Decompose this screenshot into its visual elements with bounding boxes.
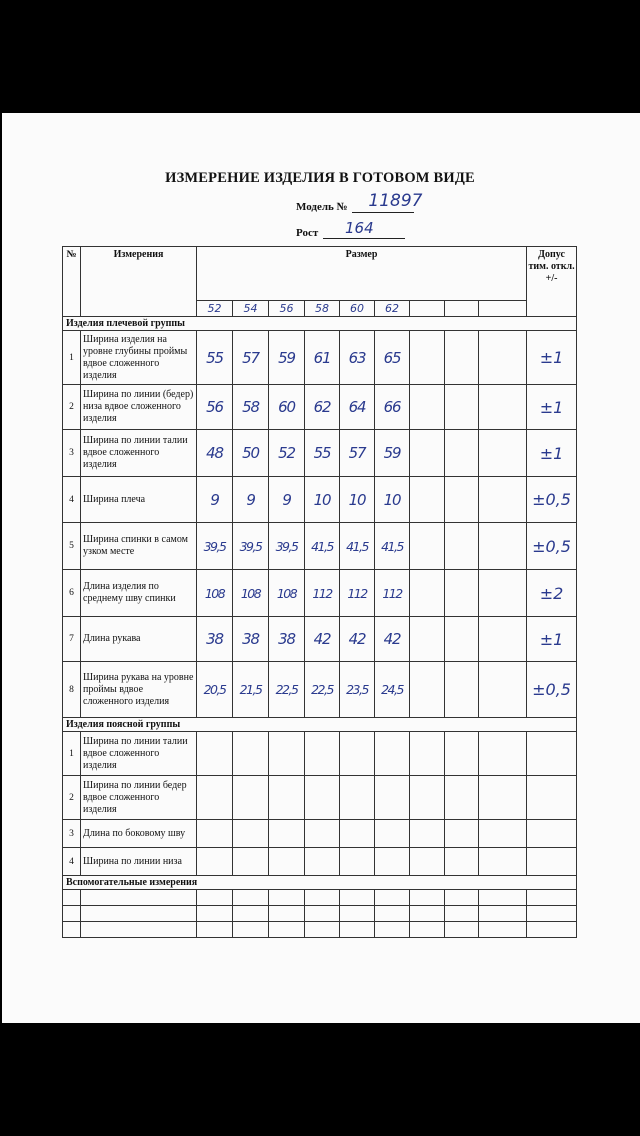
- empty-cell: [375, 890, 410, 906]
- value-cell: 63: [340, 331, 375, 385]
- header-number: №: [63, 247, 81, 317]
- empty-cell: [269, 776, 305, 820]
- empty-cell: [63, 906, 81, 922]
- value-cell: 9: [233, 477, 269, 523]
- empty-cell: [233, 820, 269, 848]
- empty-cell: [375, 906, 410, 922]
- empty-cell: [375, 848, 410, 876]
- empty-cell: [375, 922, 410, 938]
- table-row: [63, 906, 577, 922]
- value-cell: 60: [269, 385, 305, 430]
- empty-cell: [479, 776, 527, 820]
- tolerance-cell: ±1: [527, 430, 577, 477]
- value-cell: 65: [375, 331, 410, 385]
- size-cell: 56: [269, 301, 305, 317]
- value-cell: 52: [269, 430, 305, 477]
- height-value: 164: [344, 219, 374, 237]
- empty-cell: [410, 776, 445, 820]
- empty-cell: [63, 890, 81, 906]
- empty-cell: [305, 776, 340, 820]
- empty-cell: [410, 385, 445, 430]
- empty-cell: [375, 776, 410, 820]
- value-cell: 10: [305, 477, 340, 523]
- row-number: 5: [63, 523, 81, 570]
- empty-cell: [445, 922, 479, 938]
- row-number: 2: [63, 385, 81, 430]
- row-name: Ширина плеча: [81, 477, 197, 523]
- empty-cell: [445, 617, 479, 662]
- value-cell: 55: [305, 430, 340, 477]
- empty-cell: [410, 922, 445, 938]
- tolerance-cell: ±2: [527, 570, 577, 617]
- empty-cell: [445, 776, 479, 820]
- empty-cell: [305, 732, 340, 776]
- row-name: Ширина по линии низа: [81, 848, 197, 876]
- empty-cell: [479, 906, 527, 922]
- empty-cell: [81, 922, 197, 938]
- height-underline: [323, 219, 405, 239]
- empty-cell: [305, 820, 340, 848]
- empty-cell: [340, 820, 375, 848]
- row-number: 8: [63, 662, 81, 718]
- table-row: [63, 523, 577, 570]
- value-cell: 41,5: [375, 523, 410, 570]
- empty-cell: [375, 820, 410, 848]
- empty-cell: [233, 922, 269, 938]
- header-measurements: Измерения: [81, 247, 197, 317]
- value-cell: 10: [340, 477, 375, 523]
- empty-cell: [410, 477, 445, 523]
- empty-cell: [197, 732, 233, 776]
- empty-cell: [305, 890, 340, 906]
- header-tolerance: Допус тим. откл. +/-: [527, 247, 577, 317]
- row-number: 7: [63, 617, 81, 662]
- value-cell: 57: [340, 430, 375, 477]
- empty-cell: [269, 922, 305, 938]
- empty-cell: [479, 732, 527, 776]
- empty-cell: [445, 523, 479, 570]
- value-cell: 59: [375, 430, 410, 477]
- empty-cell: [233, 732, 269, 776]
- row-name: Ширина по линии бедер вдвое сложенного изделия: [81, 776, 197, 820]
- value-cell: 38: [269, 617, 305, 662]
- empty-cell: [269, 820, 305, 848]
- empty-cell: [340, 776, 375, 820]
- model-number: 11897: [368, 191, 423, 211]
- empty-cell: [197, 820, 233, 848]
- empty-cell: [479, 385, 527, 430]
- value-cell: 9: [197, 477, 233, 523]
- empty-cell: [410, 848, 445, 876]
- size-cell: 60: [340, 301, 375, 317]
- value-cell: 48: [197, 430, 233, 477]
- value-cell: 66: [375, 385, 410, 430]
- measurement-table: [62, 246, 577, 938]
- empty-cell: [81, 890, 197, 906]
- empty-cell: [410, 662, 445, 718]
- empty-cell: [410, 906, 445, 922]
- table-row: [63, 385, 577, 430]
- empty-cell: [527, 890, 577, 906]
- row-number: 4: [63, 477, 81, 523]
- empty-cell: [479, 662, 527, 718]
- empty-cell: [340, 922, 375, 938]
- value-cell: 56: [197, 385, 233, 430]
- value-cell: 58: [233, 385, 269, 430]
- row-number: 3: [63, 820, 81, 848]
- row-number: 1: [63, 732, 81, 776]
- value-cell: 24,5: [375, 662, 410, 718]
- row-name: Ширина по линии (бедер) низа вдвое сложенного изделия: [81, 385, 197, 430]
- value-cell: 23,5: [340, 662, 375, 718]
- empty-cell: [340, 906, 375, 922]
- model-line: [296, 191, 423, 213]
- value-cell: 108: [233, 570, 269, 617]
- empty-cell: [479, 820, 527, 848]
- value-cell: 112: [340, 570, 375, 617]
- empty-cell: [410, 732, 445, 776]
- value-cell: 42: [375, 617, 410, 662]
- value-cell: 41,5: [340, 523, 375, 570]
- value-cell: 42: [340, 617, 375, 662]
- document-title: ИЗМЕРЕНИЕ ИЗДЕЛИЯ В ГОТОВОМ ВИДЕ: [165, 170, 475, 186]
- empty-cell: [445, 477, 479, 523]
- empty-cell: [445, 820, 479, 848]
- empty-cell: [340, 848, 375, 876]
- tolerance-cell: ±0,5: [527, 477, 577, 523]
- empty-cell: [269, 890, 305, 906]
- value-cell: 10: [375, 477, 410, 523]
- empty-cell: [233, 906, 269, 922]
- empty-cell: [340, 890, 375, 906]
- empty-cell: [527, 848, 577, 876]
- empty-cell: [479, 570, 527, 617]
- empty-cell: [445, 430, 479, 477]
- empty-cell: [445, 732, 479, 776]
- value-cell: 108: [269, 570, 305, 617]
- row-name: Ширина по линии талии вдвое сложенного изделия: [81, 732, 197, 776]
- empty-cell: [479, 477, 527, 523]
- table-row: [63, 570, 577, 617]
- empty-cell: [410, 570, 445, 617]
- empty-cell: [445, 890, 479, 906]
- table-row: [63, 922, 577, 938]
- row-name: Ширина спинки в самом узком месте: [81, 523, 197, 570]
- model-label: Модель №: [296, 201, 348, 213]
- empty-cell: [410, 820, 445, 848]
- empty-cell: [527, 732, 577, 776]
- empty-cell: [445, 301, 479, 317]
- empty-cell: [479, 922, 527, 938]
- empty-cell: [445, 662, 479, 718]
- value-cell: 62: [305, 385, 340, 430]
- empty-cell: [479, 301, 527, 317]
- row-number: 6: [63, 570, 81, 617]
- empty-cell: [269, 848, 305, 876]
- model-underline: [352, 191, 423, 213]
- empty-cell: [269, 906, 305, 922]
- row-name: Длина рукава: [81, 617, 197, 662]
- empty-cell: [410, 301, 445, 317]
- empty-cell: [233, 848, 269, 876]
- empty-cell: [197, 890, 233, 906]
- row-number: 4: [63, 848, 81, 876]
- value-cell: 55: [197, 331, 233, 385]
- row-number: 1: [63, 331, 81, 385]
- empty-cell: [479, 617, 527, 662]
- tolerance-cell: ±1: [527, 331, 577, 385]
- empty-cell: [527, 922, 577, 938]
- value-cell: 9: [269, 477, 305, 523]
- table-row: [63, 848, 577, 876]
- row-name: Ширина рукава на уровне проймы вдвое сложенного изделия: [81, 662, 197, 718]
- empty-cell: [305, 848, 340, 876]
- value-cell: 22,5: [269, 662, 305, 718]
- row-number: 3: [63, 430, 81, 477]
- value-cell: 57: [233, 331, 269, 385]
- size-cell: 58: [305, 301, 340, 317]
- empty-cell: [445, 570, 479, 617]
- value-cell: 39,5: [269, 523, 305, 570]
- value-cell: 21,5: [233, 662, 269, 718]
- empty-cell: [197, 906, 233, 922]
- value-cell: 64: [340, 385, 375, 430]
- empty-cell: [197, 776, 233, 820]
- empty-cell: [527, 906, 577, 922]
- empty-cell: [410, 331, 445, 385]
- table-row: [63, 331, 577, 385]
- table-row: [63, 477, 577, 523]
- empty-cell: [479, 890, 527, 906]
- value-cell: 61: [305, 331, 340, 385]
- size-cell: 62: [375, 301, 410, 317]
- empty-cell: [197, 848, 233, 876]
- empty-cell: [410, 890, 445, 906]
- section-title-shoulder: Изделия плечевой группы: [63, 317, 577, 331]
- empty-cell: [305, 922, 340, 938]
- value-cell: 59: [269, 331, 305, 385]
- row-name: Длина изделия по среднему шву спинки: [81, 570, 197, 617]
- row-name: Ширина по линии талии вдвое сложенного изделия: [81, 430, 197, 477]
- empty-cell: [527, 820, 577, 848]
- empty-cell: [197, 922, 233, 938]
- empty-cell: [527, 776, 577, 820]
- empty-cell: [445, 331, 479, 385]
- table-row: [63, 776, 577, 820]
- value-cell: 39,5: [197, 523, 233, 570]
- section-title-waist: Изделия поясной группы: [63, 718, 577, 732]
- empty-cell: [445, 906, 479, 922]
- empty-cell: [410, 523, 445, 570]
- value-cell: 50: [233, 430, 269, 477]
- empty-cell: [63, 922, 81, 938]
- empty-cell: [479, 430, 527, 477]
- empty-cell: [233, 776, 269, 820]
- size-cell: 52: [197, 301, 233, 317]
- table-row: [63, 820, 577, 848]
- tolerance-cell: ±0,5: [527, 523, 577, 570]
- header-size: Размер: [197, 247, 527, 301]
- empty-cell: [445, 385, 479, 430]
- tolerance-cell: ±0,5: [527, 662, 577, 718]
- value-cell: 39,5: [233, 523, 269, 570]
- height-label: Рост: [296, 227, 319, 239]
- value-cell: 42: [305, 617, 340, 662]
- value-cell: 22,5: [305, 662, 340, 718]
- empty-cell: [233, 890, 269, 906]
- row-name: Длина по боковому шву: [81, 820, 197, 848]
- table-row: [63, 617, 577, 662]
- table-row: [63, 890, 577, 906]
- value-cell: 112: [305, 570, 340, 617]
- table-row: [63, 732, 577, 776]
- value-cell: 108: [197, 570, 233, 617]
- tolerance-cell: ±1: [527, 385, 577, 430]
- empty-cell: [445, 848, 479, 876]
- size-cell: 54: [233, 301, 269, 317]
- empty-cell: [305, 906, 340, 922]
- height-line: [296, 219, 405, 239]
- value-cell: 112: [375, 570, 410, 617]
- empty-cell: [375, 732, 410, 776]
- empty-cell: [410, 430, 445, 477]
- empty-cell: [479, 523, 527, 570]
- empty-cell: [269, 732, 305, 776]
- empty-cell: [81, 906, 197, 922]
- table-row: [63, 430, 577, 477]
- empty-cell: [479, 848, 527, 876]
- tolerance-cell: ±1: [527, 617, 577, 662]
- table-row: [63, 662, 577, 718]
- empty-cell: [479, 331, 527, 385]
- value-cell: 38: [197, 617, 233, 662]
- value-cell: 41,5: [305, 523, 340, 570]
- value-cell: 20,5: [197, 662, 233, 718]
- empty-cell: [340, 732, 375, 776]
- empty-cell: [410, 617, 445, 662]
- section-title-auxiliary: Вспомогательные измерения: [63, 876, 577, 890]
- value-cell: 38: [233, 617, 269, 662]
- row-name: Ширина изделия на уровне глубины проймы вдвое сложенного изделия: [81, 331, 197, 385]
- row-number: 2: [63, 776, 81, 820]
